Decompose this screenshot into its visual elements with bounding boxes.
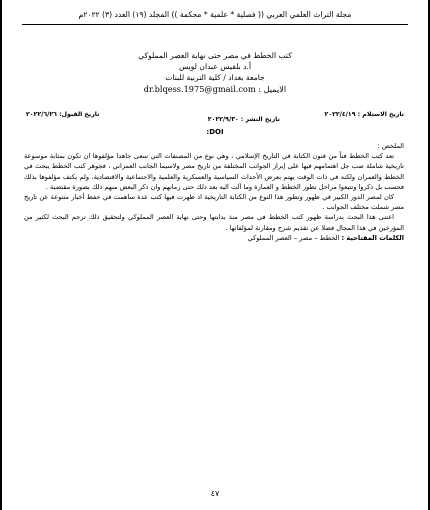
journal-header: مجلة التراث العلمي العربي (( فصلية * علمية * محكمة )) المجلد (١٩) العدد (٣) ٢٠٢٢م bbox=[78, 10, 352, 19]
affiliation: جامعة بغداد / كلية التربية للبنات bbox=[165, 73, 265, 83]
abstract-paragraph-1: تعد كتب الخطط فناً من فنون الكتابة في التاريخ الإسلامي ، وهي نوع من المصنفات التي سعى جاهدا مؤلفوها ان تكون بمثابة موسوعة تاريخية شاملة صب جل اهتمامهم فيها على إبراز الجوانب المختلفة من تاريخ مصر ولاسيما الجانب العمراني ، فجوهر كتب الخطط يبحث في الخطط والعمران ولكنه في ذات الوقت يهتم بعرض الأحداث السياسية والعسكرية والعلمية والاجتماعية والاقتصادية. ولم يكتف مؤلفوها بذلك فحسب بل ذكروا وتتبعوا مراحل تطور الخطط و العمارة وما آلت اليه بعد ذلك حتى زمانهم وان ذكر البعض منهم ذلك بصورة مقتضبة . bbox=[24, 152, 404, 191]
email-line bbox=[28, 84, 402, 95]
abstract-paragraph-3: اعتنى هذا البحث بدراسة ظهور كتب الخطط في مصر منذ بدايتها وحتى نهاية العصر المملوكي ولتحقيق ذلك ترجم البحث لكثير من المؤرخين في هذا المجال فضلا عن تقديم شرح ومقارنة لمؤلفاتها . bbox=[24, 213, 404, 232]
article-title: كتب الخطط في مصر حتى نهاية العصر المملوكي bbox=[138, 51, 292, 60]
abstract bbox=[24, 141, 404, 243]
keywords-label: الكلمات المفتاحية : bbox=[341, 233, 404, 242]
date-published: تاريخ النشر : ٢٠٢٢/٩/٣٠ bbox=[207, 116, 280, 123]
abstract-heading: الملخص : bbox=[377, 142, 404, 150]
keywords: الخطط – مصر – العصر المملوكي bbox=[247, 233, 340, 242]
page-border-left bbox=[0, 0, 2, 510]
abstract-paragraph-2: كان لمصر الدور الكبير في ظهور وتطور هذا النوع من الكتابة التاريخية اذ ظهرت فيها كتب عدة ساهمت في حفظ أخبار متنوعة عن تاريخ مصر شملت مختلف الجوانب . bbox=[24, 193, 404, 212]
author-name: أ.د بلقيس عبدان لويس bbox=[178, 62, 252, 72]
title-block bbox=[28, 50, 402, 95]
doi-label: DOI: bbox=[206, 128, 224, 136]
date-accepted: تاريخ القبول: ٢٠٢٢/٦/٢٦ bbox=[26, 111, 100, 118]
email-label: الايميل : bbox=[258, 83, 287, 94]
email-address[interactable]: dr.blqess.1975@gmail.com bbox=[143, 83, 256, 94]
document-page bbox=[8, 0, 422, 510]
page-number: ٤٧ bbox=[210, 489, 220, 498]
header-divider bbox=[22, 24, 408, 25]
date-received: تاريخ الاستلام : ٢٠٢٢/٤/١٩ bbox=[324, 111, 404, 118]
dates-row bbox=[26, 111, 404, 121]
keywords-line bbox=[24, 233, 404, 243]
